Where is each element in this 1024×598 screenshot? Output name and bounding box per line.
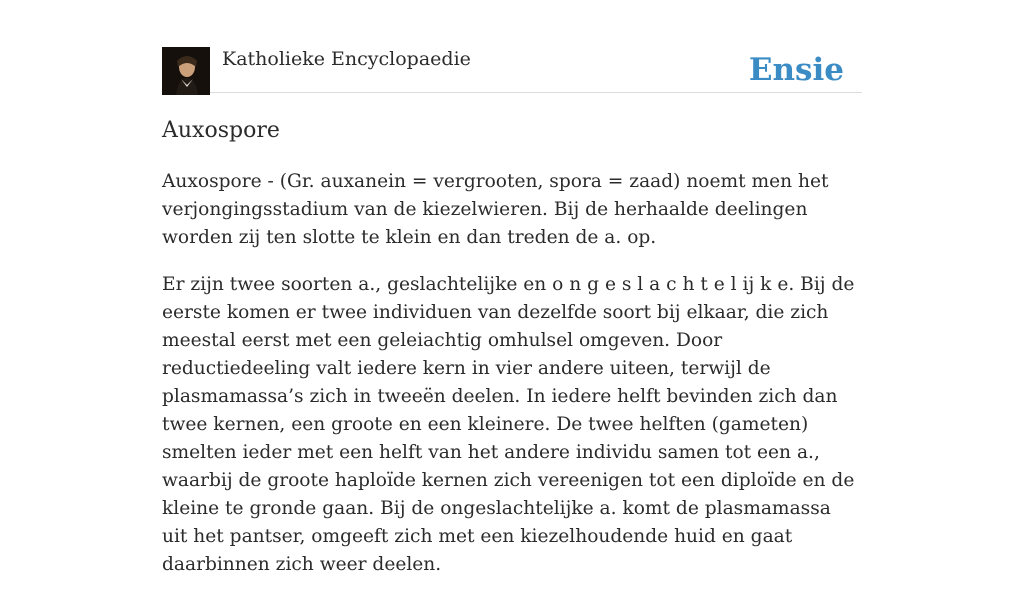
- paragraph: Auxospore - (Gr. auxanein = vergrooten, spora = zaad) noemt men het verjongingsstadium van de kiezelwieren. Bij de herhaalde deelingen worden zij ten slotte te klein en dan treden de a. op.: [162, 171, 829, 248]
- paragraph: Er zijn twee soorten a., geslachtelijke en o n g e s l a c h t e l ij k e. Bij de eerste komen er twee individuen van dezelfde soort bij elkaar, die zich meestal eerst met een geleiachtig omhulsel omgeven. Door reductiedeeling valt iedere kern in vier andere uiteen, terwijl de plasmamassa’s zich in tweeën deelen. In iedere helft bevinden zich dan twee kernen, een groote en een kleinere. De twee helften (gameten) smelten ieder met een helft van het andere individu samen tot een a., waarbij de groote haploïde kernen zich vereenigen tot een diploïde en de kleine te gronde gaan. Bij de ongeslachtelijke a. komt de plasmamassa uit het pantser, omgeeft zich met een kiezelhoudende huid en gaat daarbinnen zich weer deelen.: [162, 274, 855, 575]
- article-body: [162, 168, 862, 598]
- header: [162, 44, 862, 93]
- article-title: Auxospore: [162, 118, 280, 143]
- page: [162, 0, 862, 575]
- source-title[interactable]: Katholieke Encyclopaedie: [222, 48, 471, 70]
- portrait-avatar-icon[interactable]: [162, 47, 210, 95]
- brand-logo[interactable]: Ensie: [748, 52, 844, 88]
